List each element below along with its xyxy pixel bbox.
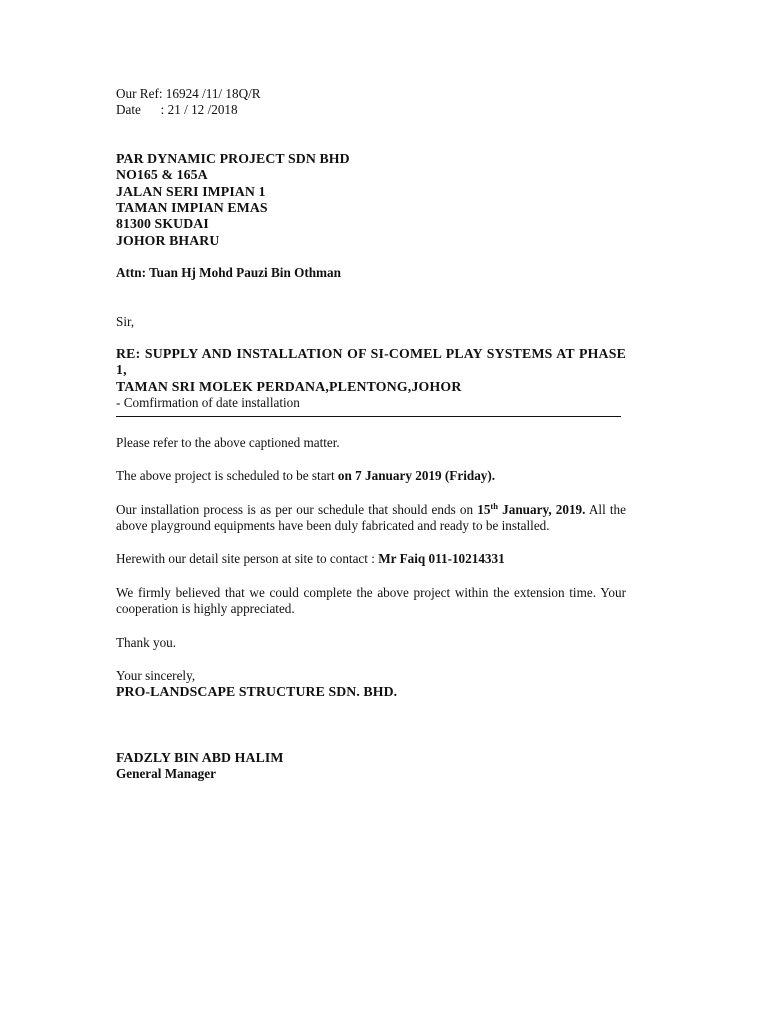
paragraph-text: Herewith our detail site person at site to contact : (116, 551, 379, 567)
paragraph-text: The above project is scheduled to be start (116, 468, 338, 484)
sender-company: PRO-LANDSCAPE STRUCTURE SDN. BHD. (116, 684, 398, 700)
subject-title: RE: SUPPLY AND INSTALLATION OF SI-COMEL PLAY SYSTEMS AT PHASE 1, (116, 346, 626, 378)
start-date: on 7 January 2019 (Friday). (337, 468, 496, 484)
recipient-company: PAR DYNAMIC PROJECT SDN BHD (116, 150, 350, 166)
letter-date: Date : 21 / 12 /2018 (116, 102, 238, 118)
address-line: NO165 & 165A (116, 167, 208, 183)
our-ref: Our Ref: 16924 /11/ 18Q/R (116, 86, 261, 101)
salutation-text: Sir, (116, 313, 135, 329)
signatory-title: General Manager (116, 766, 216, 782)
letter-document (116, 86, 626, 783)
attention-line (116, 265, 626, 281)
body-paragraph (116, 585, 626, 618)
address-line: TAMAN IMPIAN EMAS (116, 200, 268, 216)
thank-you: Thank you. (116, 634, 177, 650)
end-date-day: 15 (477, 501, 491, 517)
closing-block (116, 668, 626, 701)
subject-divider (116, 416, 621, 417)
address-line: 81300 SKUDAI (116, 216, 209, 232)
paragraph-text: We firmly believed that we could complete the above project within the extension time. Your cooperation is highly appreciated. (116, 584, 626, 617)
site-contact: Mr Faiq 011-10214331 (378, 551, 505, 567)
body-paragraph (116, 635, 626, 651)
body-paragraph (116, 435, 626, 451)
recipient-address (116, 151, 626, 249)
subject-note: - Comfirmation of date installation (116, 395, 300, 411)
attn-text: Attn: Tuan Hj Mohd Pauzi Bin Othman (116, 265, 341, 281)
signature-block (116, 750, 626, 783)
address-line: JOHOR BHARU (116, 232, 220, 248)
body-paragraph (116, 551, 626, 567)
end-date-rest: January, 2019. (497, 501, 586, 517)
signatory-name: FADZLY BIN ABD HALIM (116, 749, 284, 765)
subject-block (116, 346, 626, 417)
valediction: Your sincerely, (116, 667, 196, 683)
reference-block (116, 86, 626, 119)
paragraph-text: Our installation process is as per our schedule that should ends on (116, 501, 478, 517)
address-line: JALAN SERI IMPIAN 1 (116, 183, 266, 199)
salutation (116, 314, 626, 330)
end-date-suffix: th (490, 500, 498, 511)
body-paragraph (116, 468, 626, 484)
paragraph-text: Please refer to the above captioned matter. (116, 434, 340, 450)
body-paragraph (116, 502, 626, 535)
subject-location: TAMAN SRI MOLEK PERDANA,PLENTONG,JOHOR (116, 378, 462, 394)
paragraph-text: All the above playground equipments have been duly fabricated and ready to be installed. (116, 501, 627, 533)
